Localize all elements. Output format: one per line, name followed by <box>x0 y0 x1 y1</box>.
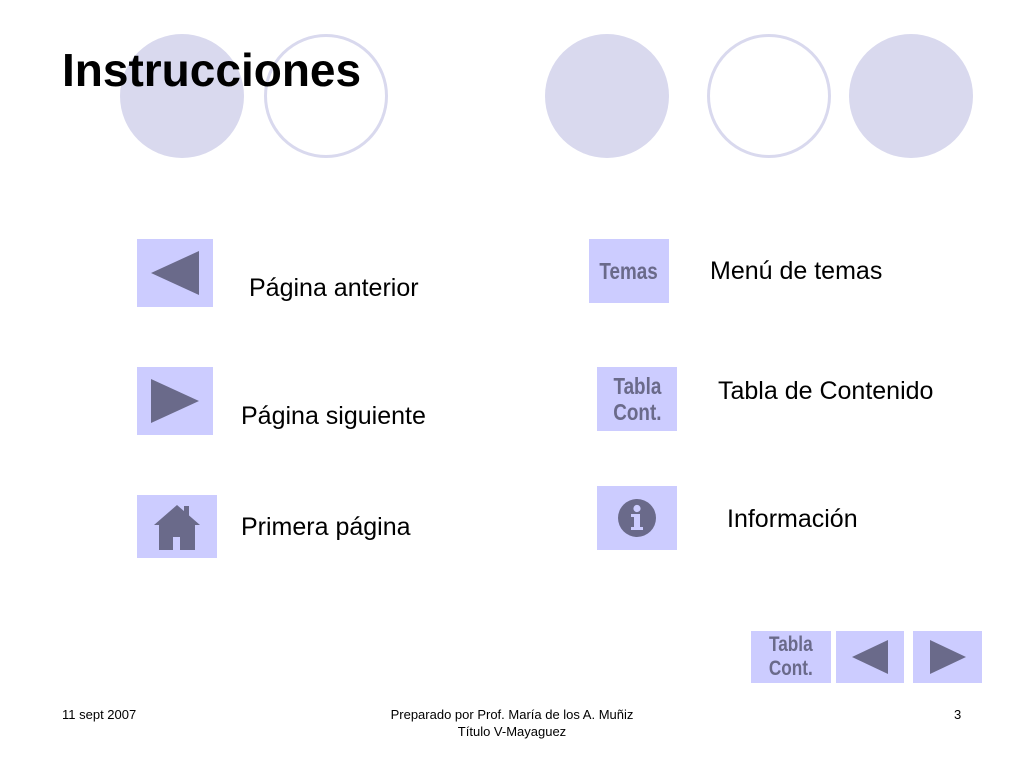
footer-date: 11 sept 2007 <box>62 707 137 722</box>
nav-next-button[interactable] <box>913 631 982 683</box>
page-title: Instrucciones <box>62 44 362 96</box>
topics-menu-label: Menú de temas <box>710 257 883 285</box>
information-button[interactable] <box>597 486 677 550</box>
topics-menu-button[interactable] <box>589 239 669 303</box>
footer-author <box>312 706 712 740</box>
next-page-button[interactable] <box>137 367 213 435</box>
nav-toc-button[interactable] <box>751 631 831 683</box>
prev-page-label: Página anterior <box>249 274 419 302</box>
next-page-label: Página siguiente <box>241 402 426 430</box>
decorative-ring <box>707 34 831 158</box>
decorative-circle <box>849 34 973 158</box>
left-triangle-icon <box>850 638 890 676</box>
nav-toc-line2: Cont. <box>769 657 813 680</box>
information-label: Información <box>727 505 858 533</box>
first-page-button[interactable] <box>137 495 217 558</box>
footer-author-line1: Preparado por Prof. María de los A. Muñiz <box>390 707 634 722</box>
toc-button-line1: Tabla <box>613 372 661 399</box>
toc-label: Tabla de Contenido <box>718 377 934 405</box>
decorative-circle <box>545 34 669 158</box>
nav-toc-text <box>769 633 813 681</box>
footer-author-line2: Título V-Mayaguez <box>457 724 567 739</box>
page-number: 3 <box>954 707 962 722</box>
left-triangle-icon <box>149 249 201 297</box>
toc-button[interactable] <box>597 367 677 431</box>
nav-prev-button[interactable] <box>836 631 904 683</box>
right-triangle-icon <box>149 377 201 425</box>
toc-button-line2: Cont. <box>612 399 662 425</box>
toc-button-text <box>613 373 661 426</box>
info-icon <box>617 498 657 538</box>
first-page-label: Primera página <box>241 513 411 541</box>
right-triangle-icon <box>928 638 968 676</box>
topics-button-text: Temas <box>599 257 659 284</box>
home-icon <box>152 503 202 551</box>
prev-page-button[interactable] <box>137 239 213 307</box>
nav-toc-line1: Tabla <box>769 632 813 656</box>
